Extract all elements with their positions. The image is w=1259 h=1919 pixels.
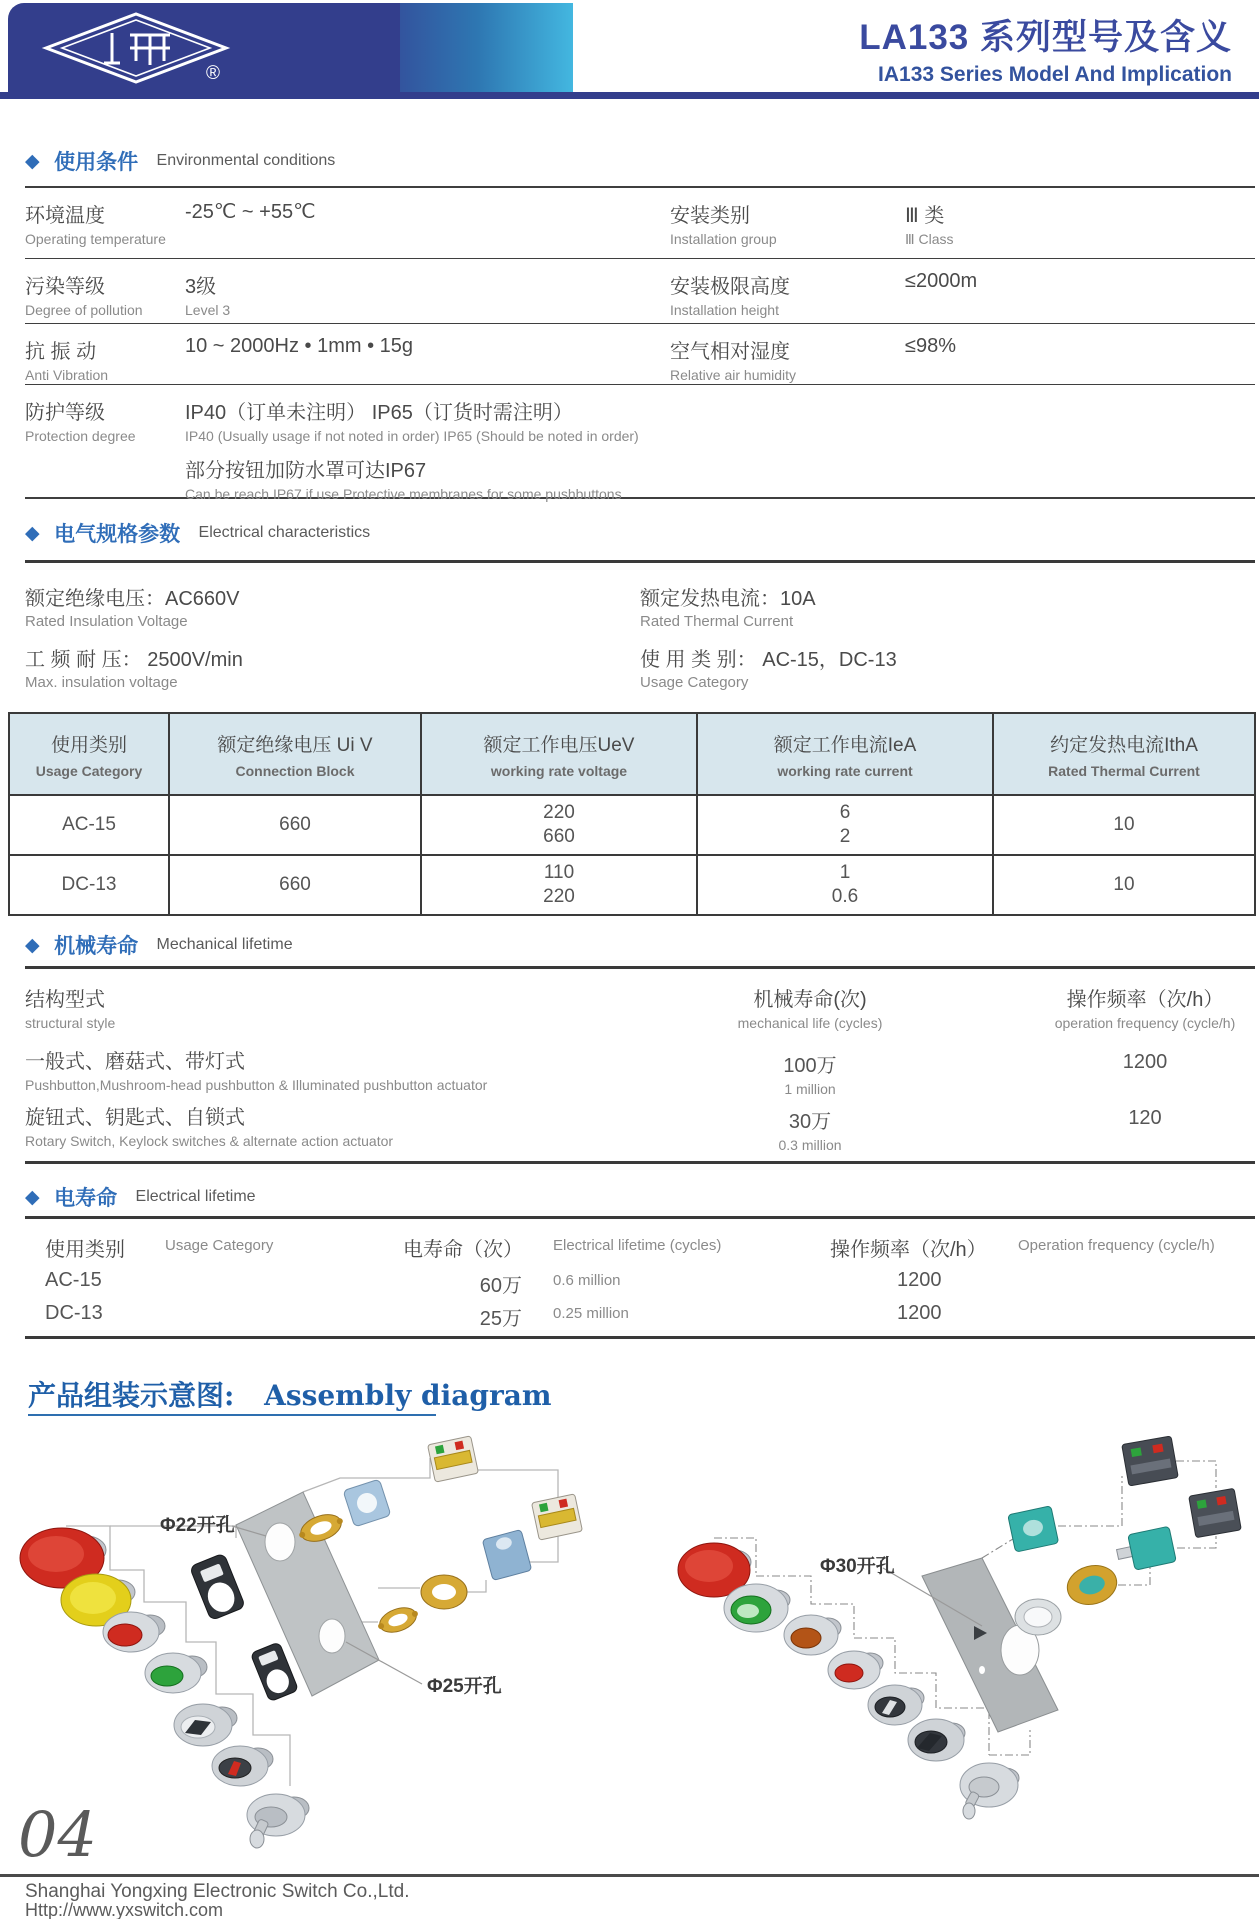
col-header-cn: 电寿命（次） bbox=[403, 1239, 523, 1261]
footer-website: Http://www.yxswitch.com bbox=[25, 1900, 224, 1919]
contact-module-teal bbox=[1008, 1506, 1059, 1552]
row-value: -25℃ ~ +55℃ bbox=[185, 201, 316, 223]
company-logo bbox=[8, 3, 400, 93]
legend-plate bbox=[250, 1642, 298, 1702]
col-header-cn: 约定发热电流IthA bbox=[1050, 734, 1198, 756]
row-label-en: Operating temperature bbox=[25, 231, 166, 247]
col-header-en: Connection Block bbox=[235, 762, 355, 779]
row-frequency: 1200 bbox=[897, 1269, 942, 1291]
row-label-cn: 抗 振 动 bbox=[25, 341, 97, 363]
col-header-en: Operation frequency (cycle/h) bbox=[1018, 1237, 1215, 1254]
section-title-en: Electrical characteristics bbox=[198, 524, 371, 541]
pushbutton-green bbox=[145, 1653, 207, 1693]
cell-ue bbox=[421, 795, 697, 855]
spec-cn: 额定绝缘电压：AC660V bbox=[25, 588, 240, 610]
assembly-heading bbox=[28, 1374, 551, 1414]
header-logo-band bbox=[8, 3, 400, 93]
col-header-cn: 额定工作电流IeA bbox=[773, 734, 917, 756]
page-number: 04 bbox=[18, 1798, 97, 1871]
table-row bbox=[25, 385, 1255, 502]
contact-block-dark bbox=[1189, 1488, 1242, 1537]
key-switch bbox=[247, 1794, 309, 1848]
section-title-cn: 机械寿命 bbox=[54, 935, 139, 958]
row-label-cn: 安装类别 bbox=[670, 205, 750, 227]
col-header-cn: 操作频率（次/h） bbox=[830, 1239, 987, 1261]
table-row bbox=[9, 855, 1255, 915]
col-header-en: Usage Category bbox=[35, 762, 143, 779]
cell-line: 1 bbox=[839, 862, 851, 883]
cell-ui: 660 bbox=[169, 795, 421, 855]
col-header-en: Rated Thermal Current bbox=[1048, 762, 1200, 779]
page-title-cn: LA133 系列型号及含义 bbox=[859, 18, 1232, 57]
assembly-diagram-22-25 bbox=[10, 1430, 630, 1862]
section-title-en: Mechanical lifetime bbox=[156, 936, 293, 953]
brass-flange bbox=[375, 1602, 422, 1637]
table-row bbox=[25, 324, 1255, 385]
electrical-lifetime-table bbox=[25, 1216, 1255, 1339]
col-header-cn: 额定工作电压UeV bbox=[483, 734, 635, 756]
col-header-en: structural style bbox=[25, 1015, 116, 1031]
row-value-en: Level 3 bbox=[185, 302, 231, 318]
cell-line: 110 bbox=[543, 862, 575, 883]
label-d25-hole: Φ25开孔 bbox=[427, 1676, 502, 1697]
section-environmental-conditions bbox=[25, 146, 335, 176]
panel-pilot-hole bbox=[979, 1666, 985, 1674]
spec-cn: 使 用 类 别： AC-15，DC-13 bbox=[640, 649, 897, 671]
cell-category: DC-13 bbox=[9, 855, 169, 915]
section-title-cn: 电寿命 bbox=[54, 1187, 118, 1210]
row-label-en: Degree of pollution bbox=[25, 302, 143, 318]
selector-switch-lever bbox=[908, 1719, 965, 1761]
panel-hole-25 bbox=[319, 1619, 345, 1653]
registered-mark: ® bbox=[206, 63, 220, 84]
section-title-cn: 电气规格参数 bbox=[54, 523, 181, 546]
table-row bbox=[25, 1045, 487, 1093]
row-label-cn: 防护等级 bbox=[25, 402, 105, 424]
diamond-icon: ◆ bbox=[25, 522, 40, 544]
pushbutton-amber bbox=[784, 1615, 841, 1655]
cell-ue bbox=[421, 855, 697, 915]
row-category: AC-15 bbox=[45, 1269, 102, 1291]
spec-en: Rated Thermal Current bbox=[640, 613, 794, 630]
lamp-module bbox=[482, 1530, 532, 1581]
row-life-en: 0.6 million bbox=[553, 1272, 621, 1289]
row-value: ≤2000m bbox=[905, 270, 978, 292]
contact-block-dark bbox=[1122, 1436, 1179, 1486]
spec-en: Rated Insulation Voltage bbox=[25, 613, 188, 630]
col-header-cn: 机械寿命(次) bbox=[753, 989, 867, 1011]
col-header-en: mechanical life (cycles) bbox=[737, 1015, 883, 1031]
cell-line: 6 bbox=[839, 802, 851, 823]
cell-ie bbox=[697, 795, 993, 855]
header-gradient-band bbox=[400, 3, 573, 93]
illuminated-button-green bbox=[724, 1584, 790, 1632]
cell-category: AC-15 bbox=[9, 795, 169, 855]
table-row bbox=[9, 795, 1255, 855]
col-header-en: Usage Category bbox=[165, 1237, 274, 1254]
cell-ith: 10 bbox=[993, 855, 1255, 915]
row-label-cn: 污染等级 bbox=[25, 276, 105, 298]
row-value-cn: 3级 bbox=[185, 276, 217, 298]
row-frequency: 1200 bbox=[897, 1302, 942, 1324]
section-title-en: Electrical lifetime bbox=[135, 1188, 256, 1205]
row-life-en: 1 million bbox=[784, 1081, 836, 1097]
table-row bbox=[25, 188, 1255, 259]
footer-company: Shanghai Yongxing Electronic Switch Co.,Ltd. bbox=[25, 1881, 410, 1902]
row-life-en: 0.25 million bbox=[553, 1305, 629, 1322]
assembly-heading-cn: 产品组装示意图: bbox=[28, 1379, 235, 1412]
col-header-en: working rate current bbox=[777, 762, 913, 779]
electrical-specs-right bbox=[640, 582, 897, 704]
label-d30-hole: Φ30开孔 bbox=[820, 1556, 895, 1577]
row-label-cn: 安装极限高度 bbox=[670, 276, 790, 298]
col-header-en: operation frequency (cycle/h) bbox=[1054, 1015, 1236, 1031]
col-header-cn: 结构型式 bbox=[25, 989, 105, 1011]
row-value: ≤98% bbox=[905, 335, 957, 357]
footer-divider bbox=[0, 1874, 1259, 1877]
label-d22-hole: Φ22开孔 bbox=[160, 1515, 235, 1536]
row-label-cn: 环境温度 bbox=[25, 205, 105, 227]
cell-line: 0.6 bbox=[831, 886, 859, 907]
row-style-en: Pushbutton,Mushroom-head pushbutton & Illuminated pushbutton actuator bbox=[25, 1077, 488, 1093]
environmental-table bbox=[25, 186, 1255, 502]
row-frequency: 1200 bbox=[1122, 1051, 1168, 1073]
divider bbox=[25, 560, 1255, 563]
table-header-row bbox=[9, 713, 1255, 795]
col-header-en: working rate voltage bbox=[490, 762, 628, 779]
cell-line: 220 bbox=[543, 886, 575, 907]
spec-cn: 工 频 耐 压： 2500V/min bbox=[25, 649, 243, 671]
clamp-ring bbox=[1063, 1560, 1121, 1610]
adapter-block bbox=[343, 1479, 391, 1527]
selector-switch bbox=[868, 1685, 924, 1725]
cell-line: 660 bbox=[543, 826, 575, 847]
gold-ring-hole bbox=[432, 1584, 456, 1600]
row-style-cn: 旋钮式、钥匙式、自锁式 bbox=[25, 1107, 245, 1129]
section-electrical-characteristics bbox=[25, 518, 370, 548]
row-value2-en: Can be reach IP67 if use Protective membranes for some pushbuttons bbox=[185, 486, 622, 502]
panel-hole-22 bbox=[265, 1523, 295, 1561]
section-title-cn: 使用条件 bbox=[54, 151, 139, 174]
mechanical-lifetime-table bbox=[25, 966, 1255, 1164]
row-label-en: Anti Vibration bbox=[25, 367, 109, 383]
col-header-cn: 操作频率（次/h） bbox=[1066, 989, 1224, 1011]
selector-switch-red bbox=[212, 1746, 273, 1786]
cell-ui: 660 bbox=[169, 855, 421, 915]
selector-switch bbox=[174, 1704, 237, 1746]
row-life-en: 0.3 million bbox=[778, 1137, 842, 1153]
row-category: DC-13 bbox=[45, 1302, 103, 1324]
diamond-icon: ◆ bbox=[25, 1186, 40, 1208]
row-value: 10 ~ 2000Hz • 1mm • 15g bbox=[185, 335, 414, 357]
row-value2-cn: 部分按钮加防水罩可达IP67 bbox=[185, 460, 427, 482]
table-row bbox=[25, 259, 1255, 324]
assembly-heading-en: Assembly diagram bbox=[264, 1379, 552, 1412]
header-divider bbox=[0, 92, 1259, 99]
legend-plate bbox=[189, 1553, 245, 1621]
page-title-en: IA133 Series Model And Implication bbox=[878, 63, 1232, 86]
row-life-cn: 30万 bbox=[788, 1111, 832, 1133]
spec-en: Usage Category bbox=[640, 674, 749, 691]
spec-en: Max. insulation voltage bbox=[25, 674, 178, 691]
contact-module-teal bbox=[1114, 1526, 1176, 1573]
row-value-cn: IP40（订单未注明） IP65（订货时需注明） bbox=[185, 402, 573, 424]
assembly-diagram-30 bbox=[630, 1430, 1259, 1862]
bezel-ring-hole bbox=[1024, 1607, 1052, 1627]
col-header-en: Electrical lifetime (cycles) bbox=[553, 1237, 722, 1254]
contact-block bbox=[532, 1494, 583, 1540]
diamond-icon: ◆ bbox=[25, 934, 40, 956]
assembly-heading-underline bbox=[28, 1414, 436, 1416]
spec-cn: 额定发热电流：10A bbox=[640, 588, 816, 610]
row-life-cn: 25万 bbox=[479, 1308, 522, 1330]
row-label-en: Relative air humidity bbox=[670, 367, 797, 383]
pushbutton-red bbox=[828, 1651, 883, 1689]
row-style-cn: 一般式、磨菇式、带灯式 bbox=[25, 1051, 245, 1073]
row-style-en: Rotary Switch, Keylock switches & alternate action actuator bbox=[25, 1133, 394, 1149]
col-header-cn: 额定绝缘电压 Ui V bbox=[217, 734, 373, 756]
row-value-en: IP40 (Usually usage if not noted in order) IP65 (Should be noted in order) bbox=[185, 428, 639, 444]
diamond-icon: ◆ bbox=[25, 150, 40, 172]
ratings-table bbox=[8, 712, 1256, 916]
row-frequency: 120 bbox=[1128, 1107, 1162, 1129]
section-electrical-lifetime bbox=[25, 1182, 256, 1212]
contact-block bbox=[428, 1436, 479, 1482]
table-row bbox=[25, 1101, 393, 1149]
row-label-en: Installation height bbox=[670, 302, 779, 318]
cell-line: 220 bbox=[543, 802, 575, 823]
row-value-cn: Ⅲ 类 bbox=[905, 205, 945, 227]
row-label-en: Protection degree bbox=[25, 428, 136, 444]
col-header-cn: 使用类别 bbox=[45, 1239, 125, 1261]
page-title bbox=[859, 10, 1232, 87]
cell-ie bbox=[697, 855, 993, 915]
row-life-cn: 100万 bbox=[783, 1055, 837, 1077]
cell-ith: 10 bbox=[993, 795, 1255, 855]
row-label-en: Installation group bbox=[670, 231, 777, 247]
section-mechanical-lifetime bbox=[25, 930, 293, 960]
row-label-cn: 空气相对湿度 bbox=[670, 341, 790, 363]
section-title-en: Environmental conditions bbox=[156, 152, 336, 169]
row-life-cn: 60万 bbox=[479, 1275, 522, 1297]
pushbutton-red bbox=[103, 1612, 165, 1652]
cell-line: 2 bbox=[839, 826, 851, 847]
row-value-en: Ⅲ Class bbox=[905, 231, 954, 247]
key-switch bbox=[960, 1763, 1019, 1819]
col-header-cn: 使用类别 bbox=[50, 734, 127, 756]
electrical-specs-left bbox=[25, 582, 243, 704]
logo-glyph bbox=[104, 33, 170, 65]
